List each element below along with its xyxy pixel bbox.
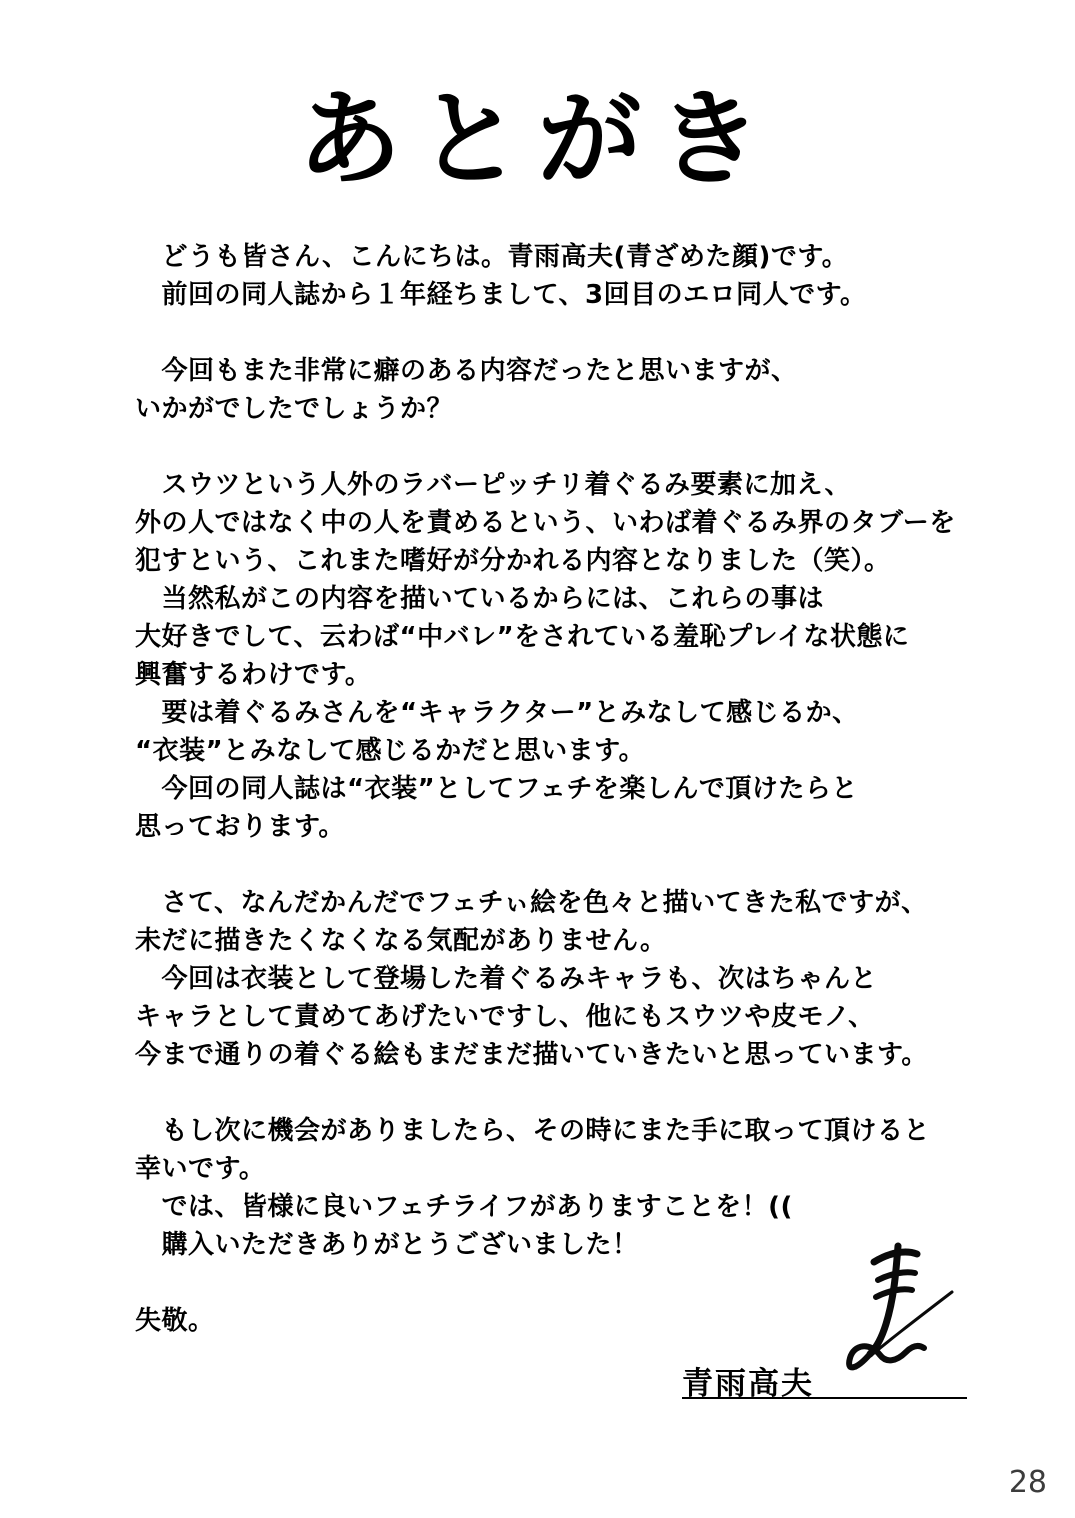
text-line: 今まで通りの着ぐる絵もまだまだ描いていきたいと思っています。 (135, 1040, 928, 1070)
text-line (135, 428, 995, 466)
text-line: いかがでしたでしょうか？ (135, 394, 454, 424)
signature-flourish-icon (822, 1240, 972, 1390)
page-title: あとがき (297, 78, 778, 200)
afterword-body (135, 238, 995, 1340)
text-line: 前回の同人誌から１年経ちまして、3回目のエロ同人です。 (135, 280, 867, 310)
text-line: キャラとして責めてあげたいですし、他にもスウツや皮モノ、 (135, 1002, 875, 1032)
text-line: もし次に機会がありましたら、その時にまた手に取って頂けると (135, 1116, 931, 1146)
signature-block (660, 1240, 990, 1410)
author-name: 青雨高夫 (682, 1366, 814, 1402)
text-line: スウツという人外のラバーピッチリ着ぐるみ要素に加え、 (135, 470, 852, 500)
text-line: さて、なんだかんだでフェチぃ絵を色々と描いてきた私ですが、 (135, 888, 928, 918)
text-line: 大好きでして、云わば“中バレ”をされている羞恥プレイな状態に (135, 622, 910, 652)
text-line (135, 846, 995, 884)
text-line: 今回の同人誌は“衣装”としてフェチを楽しんで頂けたらと (135, 774, 858, 804)
text-line: 今回は衣装として登場した着ぐるみキャラも、次はちゃんと (135, 964, 878, 994)
text-line: 興奮するわけです。 (135, 660, 372, 690)
text-line: 要は着ぐるみさんを“キャラクター”とみなして感じるか、 (135, 698, 859, 728)
text-line: どうも皆さん、こんにちは。青雨高夫(青ざめた顔)です。 (135, 242, 849, 272)
text-line: 購入いただきありがとうございました！ (135, 1230, 639, 1260)
text-line: では、皆様に良いフェチライフがありますことを！(( (135, 1192, 793, 1222)
text-line: 当然私がこの内容を描いているからには、これらの事は (135, 584, 825, 614)
text-line (135, 314, 995, 352)
text-line: 外の人ではなく中の人を責めるという、いわば着ぐるみ界のタブーを (135, 508, 956, 538)
text-line: 失敬。 (135, 1306, 215, 1336)
text-line: 思っております。 (135, 812, 345, 842)
text-line: “衣装”とみなして感じるかだと思います。 (135, 736, 646, 766)
text-line (135, 1074, 995, 1112)
signature-underline (682, 1397, 967, 1399)
text-line: 今回もまた非常に癖のある内容だったと思いますが、 (135, 356, 798, 386)
page-number: 28 (1008, 1465, 1047, 1500)
text-line: 犯すという、これまた嗜好が分かれる内容となりました（笑）。 (135, 546, 891, 576)
text-line: 未だに描きたくなくなる気配がありません。 (135, 926, 667, 956)
text-line: 幸いです。 (135, 1154, 266, 1184)
